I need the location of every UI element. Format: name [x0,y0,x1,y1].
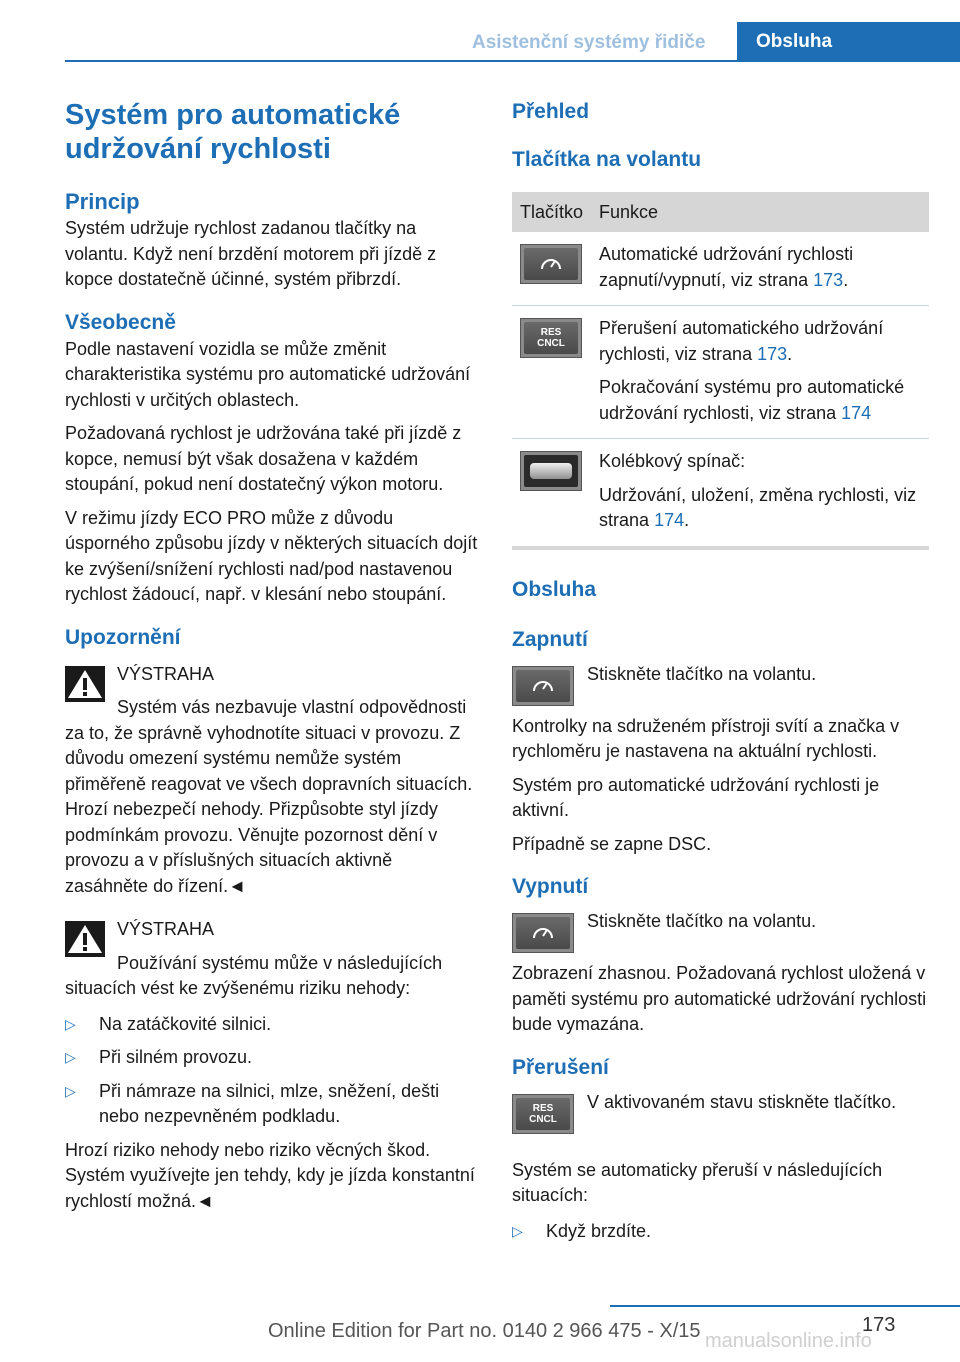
res-cncl-button-icon: RES CNCL [512,1094,574,1134]
col-header-function: Funkce [591,192,929,232]
warning-2-text: Používání systému může v následujících situacích vést ke zvýšenému riziku nehody: [65,952,443,998]
footer-rule [610,1305,960,1307]
res-cncl-button-icon: RES CNCL [520,318,582,358]
list-item: ▷ Při námraze na silnici, mlze, sněžení, dešti nebo nezpevněném podkladu. [65,1080,440,1126]
vseobecne-text-3: V režimu jízdy ECO PRO může z důvodu úsporného způsobu jízdy v některých situacích dojít ke zvýšení/snížení rychlosti nad/pod nastavenou rychlost žádoucí, např. v klesání nebo stoupání. [65,507,478,604]
bullet-triangle-icon: ▷ [65,1082,76,1099]
warning-1 [65,662,480,900]
bullet-triangle-icon: ▷ [65,1015,76,1032]
heading-upozorneni: Upozornění [65,625,181,649]
vypnuti-text-1: Zobrazení zhasnou. Požadovaná rychlost uložená v paměti systému pro automatické udržování rychlosti bude vymazána. [512,963,927,1034]
page-link[interactable]: 174 [654,510,685,530]
page-header [0,0,960,62]
cruise-on-off-button-icon [512,666,574,706]
speedometer-icon [539,253,563,275]
heading-vypnuti: Vypnutí [512,875,589,898]
bullet-triangle-icon: ▷ [65,1049,76,1065]
list-item: ▷ Při silném provozu. [65,1045,480,1071]
heading-obsluha: Obsluha [512,577,597,601]
zapnuti-text-1: Kontrolky na sdruženém přístroji svítí a značka v rychloměru je nastavena na aktuální rychlosti. [512,715,900,761]
warning-1-title: VÝSTRAHA [117,663,215,684]
left-column [65,98,480,1214]
warning-triangle-icon [65,666,105,702]
page-link[interactable]: 174 [841,402,872,423]
buttons-table [512,192,929,546]
table-row [512,439,929,546]
list-item: ▷ Když brzdíte. [512,1219,929,1245]
cruise-on-off-button-icon [512,913,574,953]
header-rule [65,60,960,62]
table-row [512,232,929,306]
princip-text: Systém udržuje rychlost zadanou tlačítky na volantu. Když není brzdění motorem při jízdě z kopce dostatečně účinné, systém přibrzdí. [65,218,437,289]
row2-function: Přerušení automatického udržování rychlosti, viz strana 173. Pokračování systému pro automatické udržování rychlosti, viz strana 174 [591,306,929,439]
warning-triangle-icon [65,921,105,957]
row1-function: Automatické udržování rychlosti zapnutí/vypnutí, viz strana 173. [591,232,929,306]
zapnuti-instruction: Stiskněte tlačítko na volantu. [512,662,929,708]
vypnuti-instruction: Stiskněte tlačítko na volantu. [512,909,929,955]
vseobecne-text-1: Podle nastavení vozidla se může změnit charakteristika systému pro automatické udržování rychlosti v určitých oblastech. [65,338,471,410]
col-header-button: Tlačítko [512,192,591,232]
preruseni-instruction: RES CNCL V aktivovaném stavu stiskněte tlačítko. [512,1090,929,1152]
watermark: manualsonline.info [705,1330,872,1352]
heading-prehled: Přehled [512,100,590,123]
right-column [512,98,929,1252]
heading-zapnuti: Zapnutí [512,627,588,651]
warning-2-list [65,1012,480,1130]
row3-function: Kolébkový spínač: Udržování, uložení, změna rychlosti, viz strana 174. [599,451,917,530]
page-link[interactable]: 173 [757,343,788,364]
page-link[interactable]: 173 [813,269,844,290]
rocker-switch-icon [520,451,582,491]
vseobecne-text-2: Požadovaná rychlost je udržována také při jízdě z kopce, nemusí být však dosažena v každém stoupání, pokud není dostatečný výkon motoru. [65,423,462,494]
header-tab: Obsluha [737,22,960,62]
heading-preruseni: Přerušení [512,1055,609,1079]
page-number: 173 [862,1314,896,1336]
zapnuti-text-3: Případně se zapne DSC. [512,833,712,854]
list-item: ▷ Na zatáčkovité silnici. [65,1012,480,1038]
warning-2-title: VÝSTRAHA [117,919,215,939]
warning-2-end: Hrozí riziko nehody nebo riziko věcných škod. Systém využívejte jen tehdy, kdy je jízda konstantní rychlostí možná.◄ [65,1139,475,1211]
speedometer-icon [531,922,555,944]
table-header-row [512,192,929,232]
speedometer-icon [531,675,555,697]
warning-1-text: Systém vás nezbavuje vlastní odpovědnosti za to, že správně vyhodnotíte situaci v provozu. Z důvodu omezení systému nemůže systém přiměřeně reagovat ve všech dopravních situacích. Hrozí nebezpečí nehody. Přizpůsobte styl jízdy podmínkám provozu. Věnujte pozornost dění v provozu a v příslušných situacích aktivně zasáhněte do řízení.◄ [65,697,473,896]
cruise-on-off-button-icon [520,244,582,284]
heading-tlacitka: Tlačítka na volantu [512,148,702,171]
preruseni-text-1: Systém se automaticky přeruší v následujících situacích: [512,1159,883,1205]
warning-2 [65,917,480,1002]
header-section: Asistenční systémy řidiče [472,32,706,53]
page-title: Systém pro automatické udržování rychlosti [65,99,401,165]
preruseni-list [512,1219,929,1245]
zapnuti-text-2: Systém pro automatické udržování rychlosti je aktivní. [512,774,880,820]
heading-princip: Princip [65,189,140,214]
bullet-triangle-icon: ▷ [512,1222,523,1239]
heading-vseobecne: Všeobecně [65,310,176,334]
online-edition-text: Online Edition for Part no. 0140 2 966 475 - X/15 [268,1320,701,1342]
table-row [512,306,929,439]
